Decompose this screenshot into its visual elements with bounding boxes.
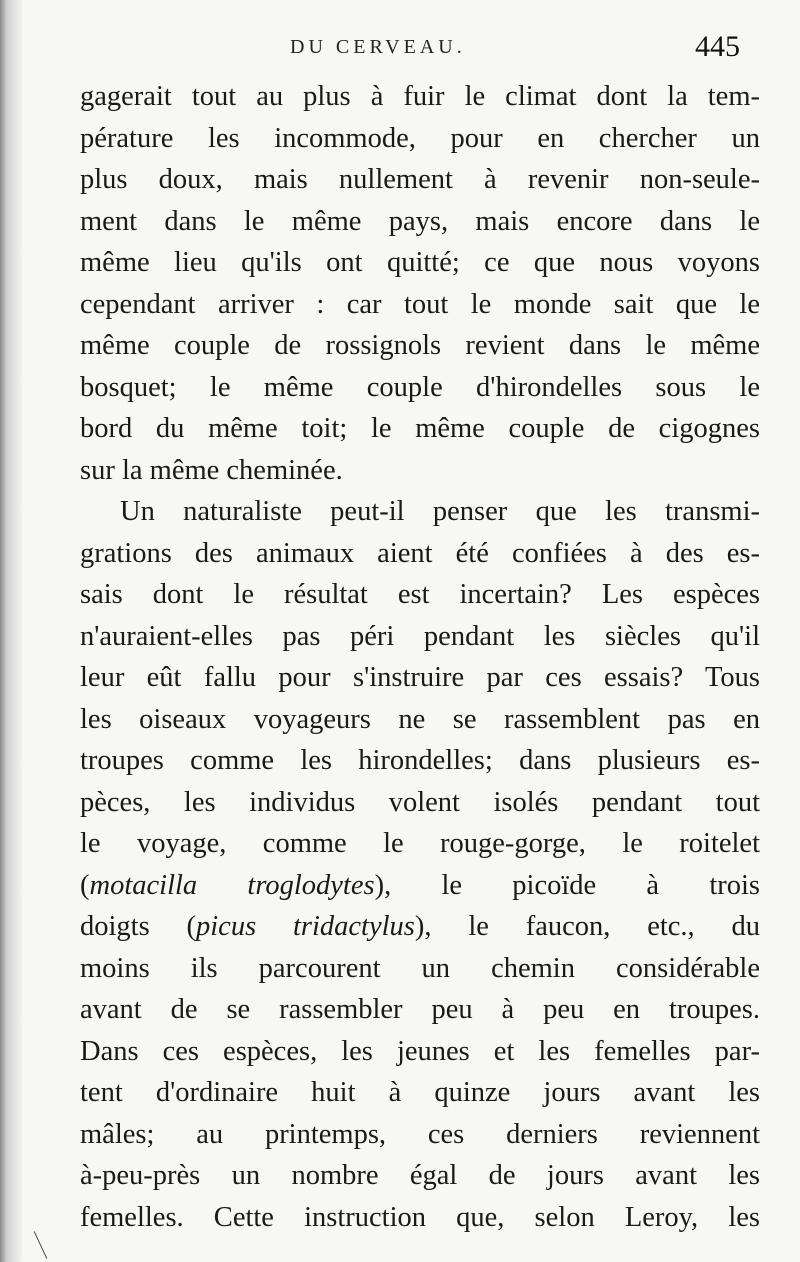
text-line: Dans ces espèces, les jeunes et les femelles par- xyxy=(80,1035,760,1067)
paragraph-end-line: sur la même cheminée. xyxy=(80,454,343,486)
text-line: sais dont le résultat est incertain? Les espèces xyxy=(80,579,760,610)
text-line: mâles; au printemps, ces derniers reviennent xyxy=(80,1118,760,1150)
text-line: avant de se rassembler peu à peu en troupes. xyxy=(80,994,760,1025)
text-line: cependant arriver : car tout le monde sait que le xyxy=(80,288,760,320)
latin-species-name: picus tridactylus xyxy=(196,911,415,942)
text-line: pérature les incommode, pour en chercher un xyxy=(80,122,760,154)
text-line: tent d'ordinaire huit à quinze jours avant les xyxy=(80,1077,760,1108)
text-line: même lieu qu'ils ont quitté; ce que nous voyons xyxy=(80,247,760,278)
text-line: bosquet; le même couple d'hirondelles sous le xyxy=(80,371,760,403)
text-line: à-peu-près un nombre égal de jours avant les xyxy=(80,1160,760,1191)
page-number: 445 xyxy=(695,30,740,63)
text-line: plus doux, mais nullement à revenir non-seule- xyxy=(80,164,760,195)
text-line-with-latin-name: doigts (picus tridactylus), le faucon, etc., du xyxy=(80,911,760,942)
paragraph-start-line: Un naturaliste peut-il penser que les transmi- xyxy=(120,496,760,527)
running-head: DU CERVEAU. xyxy=(290,36,466,58)
body-text xyxy=(80,76,760,1238)
text-line: le voyage, comme le rouge-gorge, le roitelet xyxy=(80,828,760,859)
text-line: ment dans le même pays, mais encore dans le xyxy=(80,205,760,237)
text-line: leur eût fallu pour s'instruire par ces essais? Tous xyxy=(80,662,760,693)
text-line: n'auraient-elles pas péri pendant les siècles qu'il xyxy=(80,620,760,652)
text-line: même couple de rossignols revient dans le même xyxy=(80,330,760,361)
text-line-with-latin-name: (motacilla troglodytes), le picoïde à trois xyxy=(80,869,760,901)
text-line: les oiseaux voyageurs ne se rassemblent pas en xyxy=(80,703,760,735)
text-line: pèces, les individus volent isolés pendant tout xyxy=(80,786,760,818)
text-line: grations des animaux aient été confiées à des es- xyxy=(80,537,760,569)
text-line: femelles. Cette instruction que, selon Leroy, les xyxy=(80,1201,760,1233)
page-header xyxy=(80,30,740,70)
text-line: moins ils parcourent un chemin considérable xyxy=(80,952,760,984)
latin-species-name: motacilla troglodytes xyxy=(89,869,375,901)
page-gutter-shadow xyxy=(0,0,22,1262)
text-line: bord du même toit; le même couple de cigognes xyxy=(80,413,760,444)
page-edge-mark xyxy=(34,1231,48,1259)
text-line: troupes comme les hirondelles; dans plusieurs es- xyxy=(80,745,760,776)
text-line: gagerait tout au plus à fuir le climat dont la tem- xyxy=(80,81,760,112)
